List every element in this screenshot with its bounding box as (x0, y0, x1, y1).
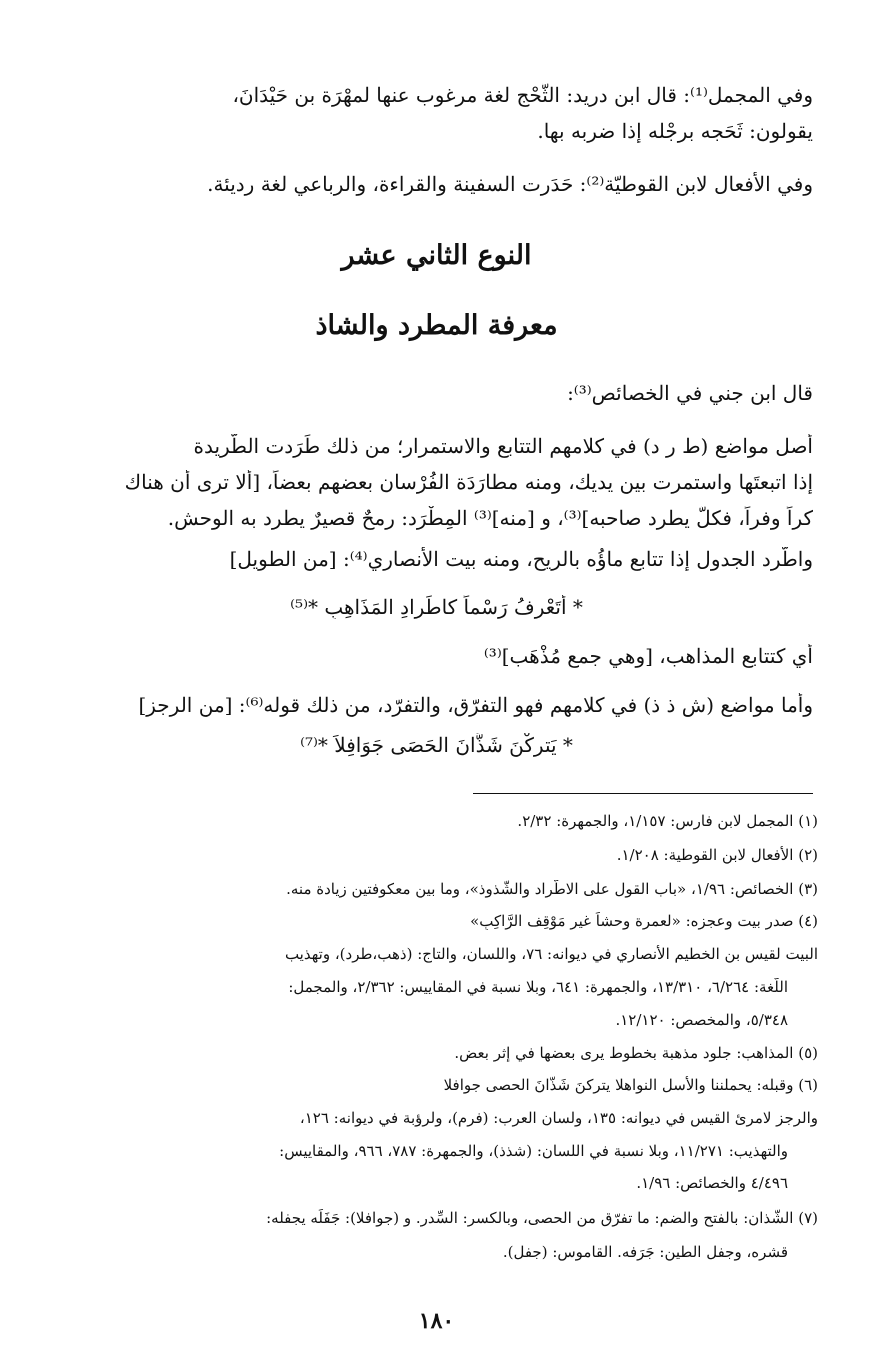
body-line-6: أي كتتابع المذاهب، [وهي جمع مُذْهَب]⁽³⁾ (483, 644, 813, 668)
footnote-4-cont-1: البيت لقيس بن الخطيم الأنصاري في ديوانه: ٧٦، واللسان، والتاج: (ذهب،طرد)، وتهذيب (284, 945, 818, 963)
footnote-3: (٣) الخصائص: ١/٩٦، «باب القول على الاطّراد والشّذوذ»، وما بين معكوفتين زيادة منه. (286, 880, 818, 898)
footnote-5: (٥) المذاهب: جلود مذهبة بخطوط يرى بعضها في إثر بعض. (454, 1044, 818, 1062)
chapter-heading: النوع الثاني عشر (341, 240, 532, 271)
footnote-2: (٢) الأفعال لابن القوطية: ١/٢٠٨. (616, 846, 818, 864)
footnote-6-cont-3: ٤/٤٩٦ والخصائص: ١/٩٦. (636, 1174, 788, 1192)
body-line-2: أصل مواضع (ط ر د) في كلامهم التتابع والاستمرار؛ من ذلك طَرَدت الطَّريدة (193, 434, 813, 458)
intro-line-3: وفي الأفعال لابن القوطيّة⁽²⁾: حَدَرت السفينة والقراءة، والرباعي لغة رديئة. (207, 172, 813, 196)
footnote-4-cont-3: ٥/٣٤٨، والمخصص: ١٢/١٢٠. (615, 1011, 788, 1029)
body-line-5: واطَّرد الجدول إذا تتابع ماؤُه بالريح، ومنه بيت الأنصاري⁽⁴⁾: [من الطويل] (229, 547, 813, 571)
body-line-4: كراً وفراً، فكلٌّ يطرد صاحبه]⁽³⁾، و [منه]⁽³⁾ المِطْرَد: رمحٌ قصيرٌ يطرد به الوحش. (167, 506, 813, 530)
intro-line-1: وفي المجمل⁽¹⁾: قال ابن دريد: الثَّحْج لغة مرغوب عنها لمهْرَة بن حَيْدَانَ، (232, 83, 813, 107)
footnote-7-cont-1: قشره، وجفل الطين: جَرَفه. القاموس: (جفل). (502, 1243, 788, 1261)
footnote-6-cont-2: والتهذيب: ١١/٢٧١، وبلا نسبة في اللسان: (شذذ)، والجمهرة: ٧٨٧، ٩٦٦، والمقاييس: (279, 1142, 788, 1160)
footnote-6-cont-1: والرجز لامرئ القيس في ديوانه: ١٣٥، ولسان العرب: (فرم)، ولرؤبة في ديوانه: ١٢٦، (299, 1109, 818, 1127)
footnote-separator (473, 793, 813, 794)
footnote-7: (٧) الشَّذان: بالفتح والضم: ما تفرّق من الحصى، وبالكسر: السِّدر. و (جوافلا): جَفَلَه يجفله: (266, 1209, 818, 1227)
body-line-3: إذا اتبعتَها واستمرت بين يديك، ومنه مطارَدَة الفُرْسان بعضهم بعضاً، [ألا ترى أن هناك (124, 470, 813, 494)
verse-1: * أتَعْرِفُ رَسْماً كاطِّرادِ المَذَاهِبِ *⁽⁵⁾ (290, 595, 583, 619)
footnote-4-cont-2: اللّغة: ٦/٢٦٤، ١٣/٣١٠، والجمهرة: ٦٤١، وبلا نسبة في المقاييس: ٢/٣٦٢، والمجمل: (288, 978, 788, 996)
footnote-1: (١) المجمل لابن فارس: ١/١٥٧، والجمهرة: ٢/٣٢. (517, 812, 818, 830)
footnote-4: (٤) صدر بيت وعجزه: «لعمرة وحشاً غير مَوْقِف الرَّاكِبِ» (470, 912, 818, 930)
body-line-7: وأما مواضع (ش ذ ذ) في كلامهم فهو التفرّق، والتفرّد، من ذلك قوله⁽⁶⁾: [من الرجز] (138, 693, 813, 717)
page-number: ١٨٠ (418, 1308, 455, 1334)
footnote-6: (٦) وقبله: يحملننا والأسل النواهلا يتركنَ شَذَّانَ الحصى جوافلا (443, 1076, 818, 1094)
chapter-title: معرفة المطرد والشاذ (315, 310, 558, 341)
verse-2: * يَتركْنَ شَذَّانَ الحَصَى جَوَافِلاَ *⁽⁷⁾ (300, 733, 573, 757)
body-line-1: قال ابن جني في الخصائص⁽³⁾: (567, 381, 813, 405)
intro-line-2: يقولون: ثَحَجه برجْله إذا ضربه بها. (537, 119, 813, 143)
